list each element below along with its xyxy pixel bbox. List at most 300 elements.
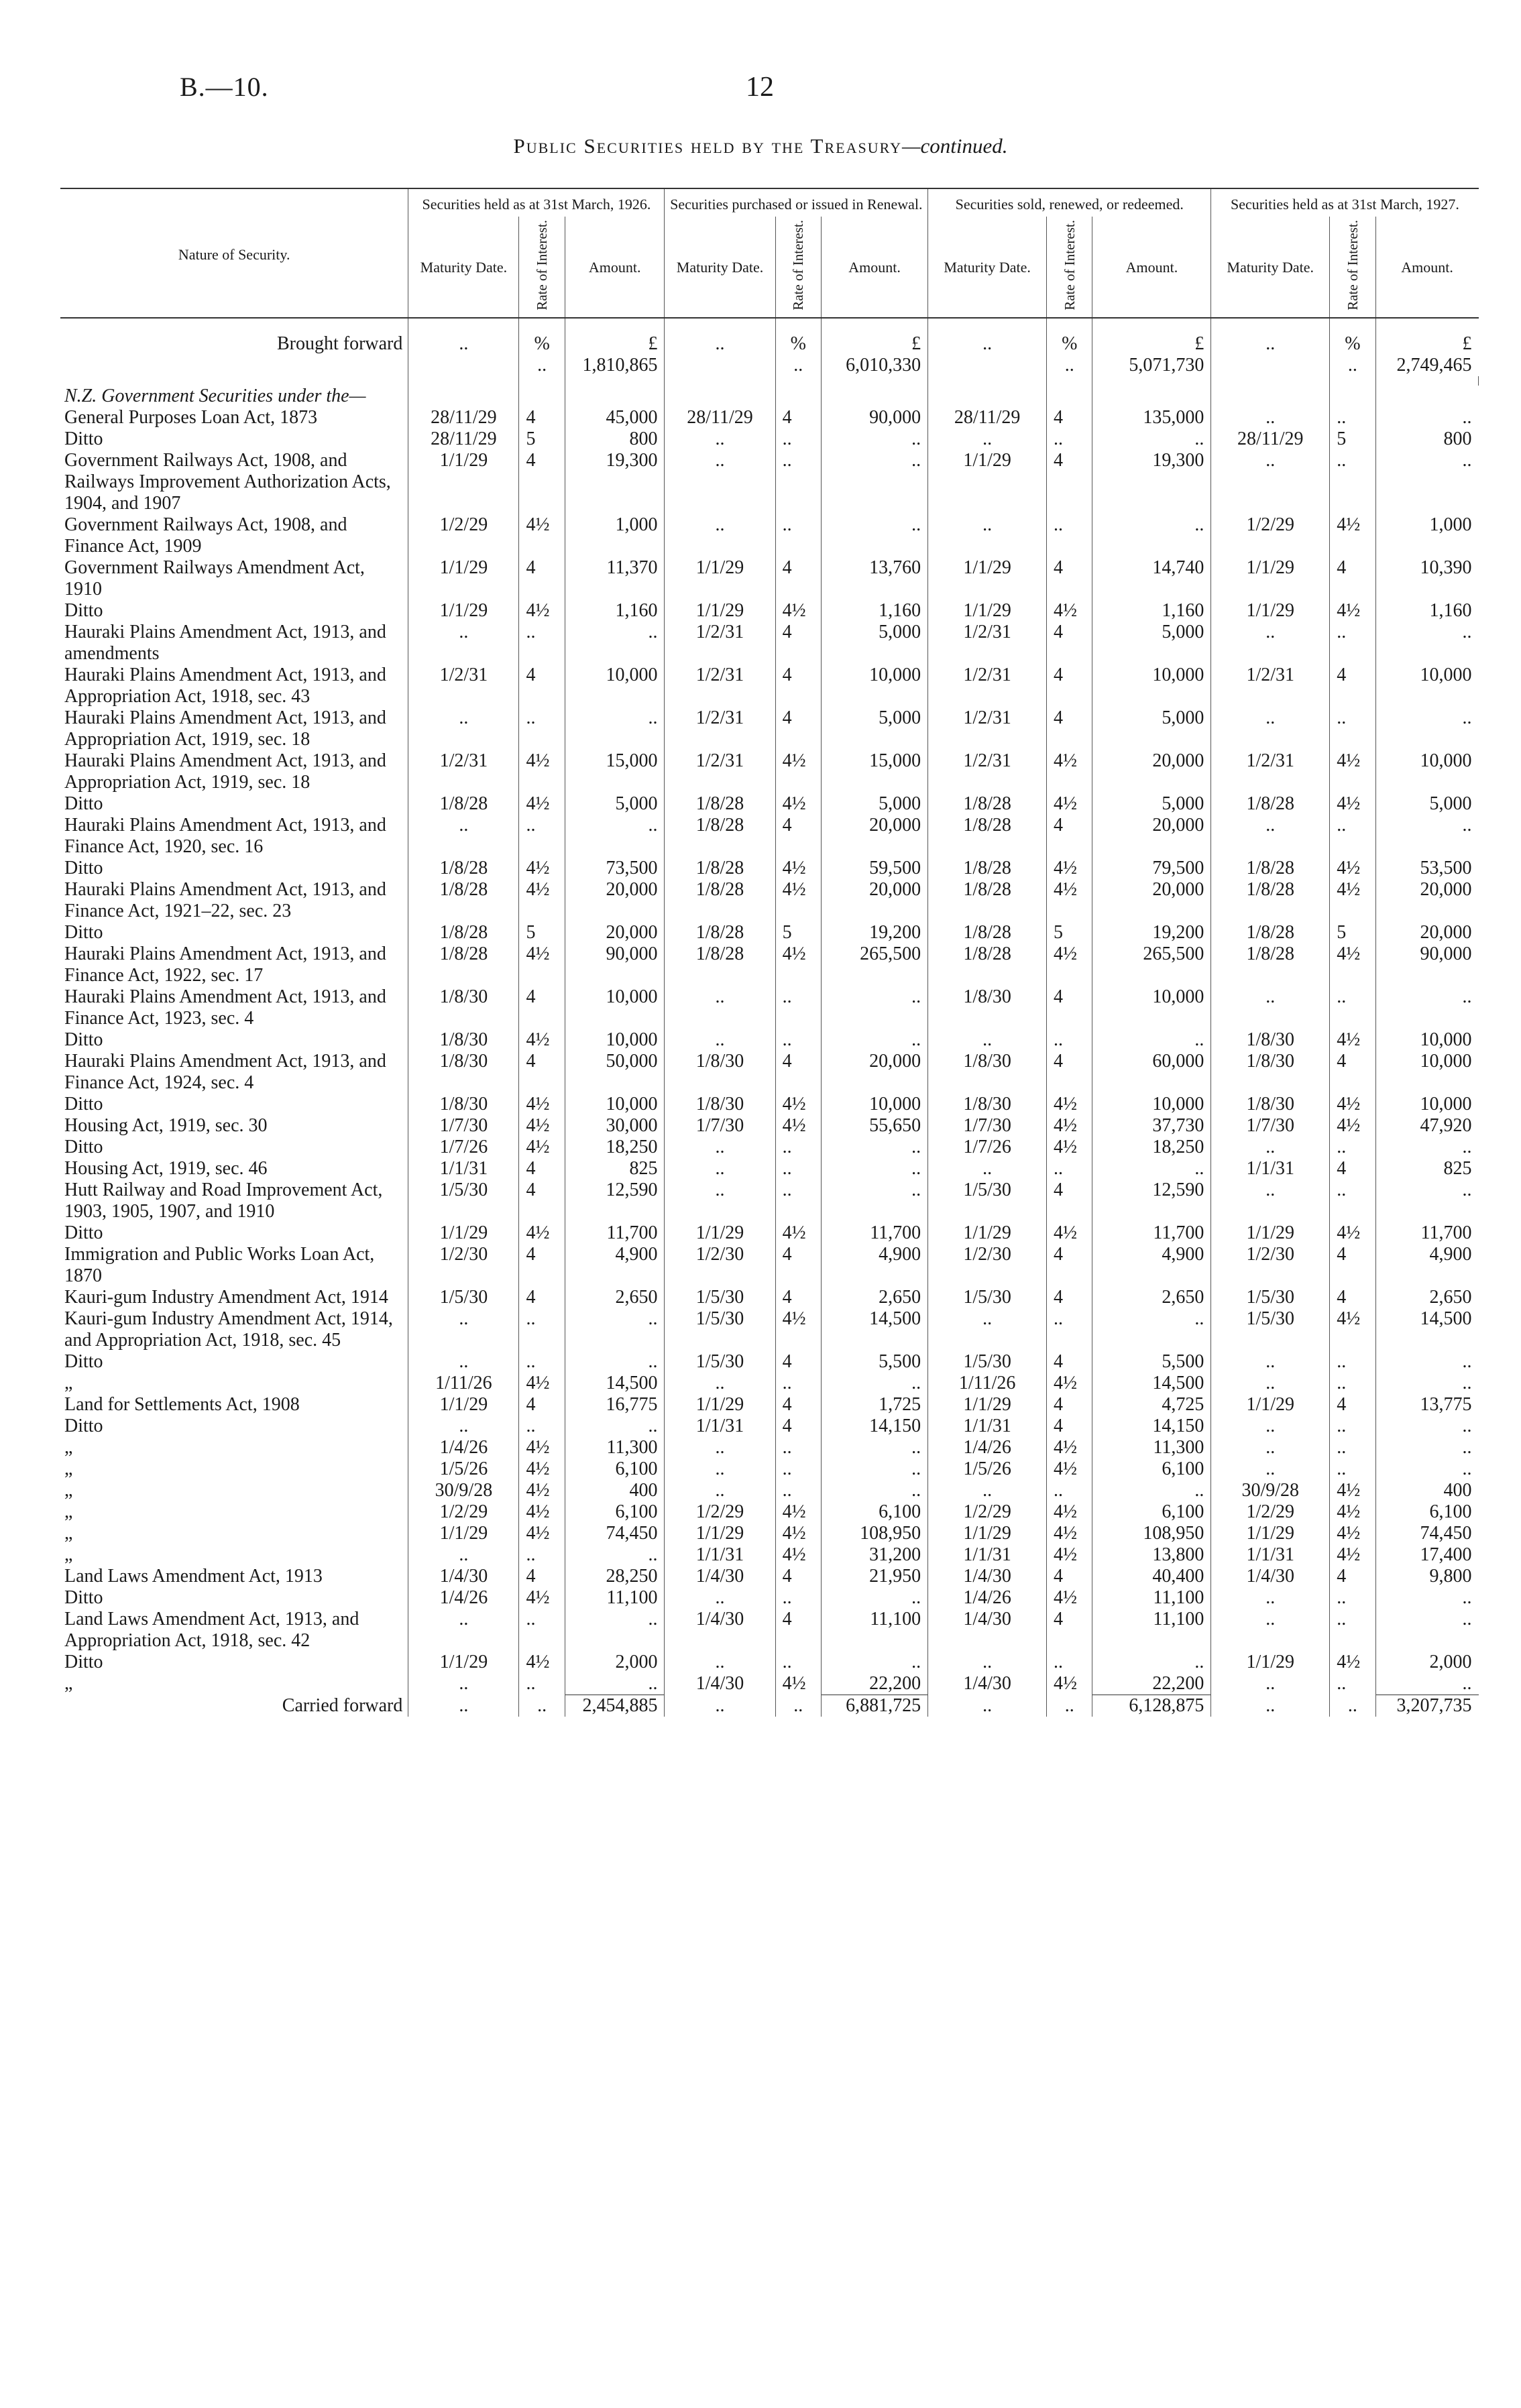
- rate-cell: ..: [1330, 1351, 1375, 1373]
- rate-cell: 4: [519, 1158, 565, 1180]
- security-name: Housing Act, 1919, sec. 46: [60, 1158, 408, 1180]
- spacer-cell: [519, 376, 565, 386]
- amount-cell: [1375, 318, 1478, 376]
- maturity-date-cell: 1/11/26: [435, 1373, 492, 1393]
- rate-cell: 4: [519, 1051, 565, 1094]
- rate-cell: 4: [775, 1416, 821, 1437]
- rate-cell: 4: [775, 1051, 821, 1094]
- brought-forward-amount: 2,749,465: [1396, 355, 1472, 376]
- rate-cell: 4½: [519, 1222, 565, 1244]
- table-row: [60, 1544, 1479, 1566]
- amount-cell: 13,760: [821, 557, 927, 600]
- table-row: [60, 1137, 1479, 1158]
- amount-cell: ..: [565, 1351, 665, 1373]
- table-row: [60, 986, 1479, 1029]
- rate-cell: 4½: [519, 879, 565, 922]
- rate-cell: ..: [775, 428, 821, 450]
- maturity-date-cell: 1/5/30: [1246, 1287, 1295, 1308]
- maturity-date-cell: 1/8/28: [1246, 858, 1295, 878]
- amount-cell: 47,920: [1420, 1115, 1472, 1136]
- rate-cell: ..: [775, 450, 821, 514]
- rate-cell: ..: [1330, 707, 1375, 750]
- amount-cell: ..: [1092, 1652, 1211, 1673]
- rate-cell: 4½: [1330, 943, 1375, 986]
- maturity-date-cell: 1/4/26: [963, 1437, 1011, 1458]
- amount-cell: 11,700: [565, 1222, 665, 1244]
- amount-cell: 73,500: [565, 858, 665, 879]
- rate-cell: 4: [519, 450, 565, 514]
- amount-cell: [1092, 318, 1211, 376]
- rate-cell: 4: [775, 707, 821, 750]
- amount-cell: 5,000: [1092, 793, 1211, 815]
- amount-cell: 5,000: [821, 793, 927, 815]
- rate-cell: 5: [1330, 922, 1375, 943]
- table-row: [60, 1652, 1479, 1673]
- rate-cell: 4: [1330, 1244, 1375, 1287]
- amount-cell: ..: [565, 707, 665, 750]
- amount-cell: 5,000: [1092, 622, 1211, 665]
- amount-cell: 17,400: [1420, 1544, 1472, 1565]
- spacer-cell: [60, 376, 408, 386]
- rate-cell: 4: [519, 986, 565, 1029]
- amount-cell: ..: [821, 1437, 927, 1458]
- table-row: [60, 665, 1479, 707]
- maturity-date-cell: 1/5/30: [963, 1351, 1011, 1372]
- maturity-date-cell: 1/1/29: [1246, 600, 1295, 621]
- percent-unit: %: [534, 333, 550, 354]
- amount-cell: 14,150: [821, 1416, 927, 1437]
- maturity-date-cell: ..: [459, 1416, 469, 1436]
- security-name: „: [60, 1673, 408, 1695]
- maturity-date-cell: 1/2/30: [695, 1244, 744, 1265]
- amount-cell: 5,000: [565, 793, 665, 815]
- rate-cell: 4: [775, 1609, 821, 1652]
- maturity-date-cell: ..: [982, 1652, 993, 1672]
- rate-cell: 4: [775, 1394, 821, 1416]
- amount-cell: 400: [1443, 1480, 1472, 1501]
- dots-cell: ..: [982, 1695, 993, 1716]
- amount-cell: 6,100: [1429, 1501, 1472, 1522]
- amount-cell: 5,500: [821, 1351, 927, 1373]
- maturity-date-cell: 1/2/31: [695, 750, 744, 771]
- amount-cell: 135,000: [1092, 407, 1211, 428]
- rate-cell: ..: [1330, 986, 1375, 1029]
- amount-cell: 4,900: [1429, 1244, 1472, 1265]
- page-number: 12: [746, 72, 774, 103]
- maturity-date-cell: 1/2/31: [1246, 750, 1295, 771]
- security-name: Hauraki Plains Amendment Act, 1913, and Appropriation Act, 1919, sec. 18: [60, 750, 408, 793]
- dots-cell: ..: [982, 333, 993, 354]
- maturity-date-cell: 1/1/29: [439, 450, 488, 471]
- amount-cell: 5,000: [1429, 793, 1472, 814]
- amount-cell: 5,500: [1092, 1351, 1211, 1373]
- security-name: Kauri-gum Industry Amendment Act, 1914, and Appropriation Act, 1918, sec. 45: [60, 1308, 408, 1351]
- amount-cell: 11,370: [565, 557, 665, 600]
- maturity-date-cell: 1/1/29: [695, 1394, 744, 1415]
- spacer-cell: [1330, 376, 1375, 386]
- maturity-date-cell: 1/7/30: [963, 1115, 1011, 1136]
- group-header-held-1927: Securities held as at 31st March, 1927.: [1211, 188, 1479, 217]
- empty-cell: [565, 386, 665, 407]
- percent-unit: %: [1345, 333, 1361, 354]
- maturity-date-cell: ..: [715, 1373, 725, 1393]
- maturity-date-cell: 1/7/26: [963, 1137, 1011, 1157]
- security-name: Ditto: [60, 1351, 408, 1373]
- dots-cell: ..: [1265, 1695, 1276, 1716]
- amount-cell: 10,000: [565, 986, 665, 1029]
- maturity-date-cell: 1/1/29: [695, 1523, 744, 1544]
- group-header-sold: Securities sold, renewed, or redeemed.: [928, 188, 1211, 217]
- amount-cell: 79,500: [1092, 858, 1211, 879]
- table-row: [60, 407, 1479, 428]
- maturity-date-cell: 1/8/28: [1246, 879, 1295, 900]
- maturity-date-cell: 1/2/29: [439, 514, 488, 535]
- table-row: [60, 1115, 1479, 1137]
- amount-cell: 31,200: [821, 1544, 927, 1566]
- security-name: Kauri-gum Industry Amendment Act, 1914: [60, 1287, 408, 1308]
- security-name: Hauraki Plains Amendment Act, 1913, and amendments: [60, 622, 408, 665]
- amount-cell: 10,000: [1092, 986, 1211, 1029]
- maturity-date-cell: 1/8/28: [439, 922, 488, 943]
- maturity-date-cell: ..: [715, 1029, 725, 1050]
- amount-cell: ..: [1462, 622, 1472, 642]
- amount-cell: 10,000: [1420, 750, 1472, 771]
- table-row: [60, 1523, 1479, 1544]
- amount-cell: 825: [1443, 1158, 1472, 1179]
- section-heading-row: [60, 386, 1479, 407]
- rate-cell: 4: [1047, 1351, 1092, 1373]
- amount-header: Amount.: [565, 217, 665, 318]
- maturity-date-cell: 1/8/28: [439, 858, 488, 878]
- amount-cell: ..: [1462, 986, 1472, 1007]
- maturity-date-cell: 1/1/29: [1246, 557, 1295, 578]
- rate-cell: 4½: [1047, 1501, 1092, 1523]
- amount-cell: 6,100: [1092, 1458, 1211, 1480]
- security-name: „: [60, 1458, 408, 1480]
- amount-cell: 11,100: [1092, 1587, 1211, 1609]
- rate-cell: 4: [519, 1244, 565, 1287]
- carried-forward-amount: 6,881,725: [821, 1695, 927, 1717]
- dots-cell: ..: [537, 355, 547, 376]
- amount-cell: ..: [565, 815, 665, 858]
- amount-cell: 45,000: [565, 407, 665, 428]
- rate-cell: 4: [775, 1566, 821, 1587]
- amount-cell: 37,730: [1092, 1115, 1211, 1137]
- amount-cell: 6,100: [821, 1501, 927, 1523]
- security-name: Ditto: [60, 1416, 408, 1437]
- rate-cell: 4½: [1330, 1544, 1375, 1566]
- maturity-date-cell: 1/4/30: [695, 1609, 744, 1629]
- rate-cell: 5: [775, 922, 821, 943]
- amount-cell: 20,000: [821, 815, 927, 858]
- table-row: [60, 600, 1479, 622]
- amount-cell: 74,450: [1420, 1523, 1472, 1544]
- rate-cell: 4: [1330, 557, 1375, 600]
- table-row: [60, 750, 1479, 793]
- rate-cell: 4½: [1330, 1501, 1375, 1523]
- rate-cell: 4½: [1330, 1115, 1375, 1137]
- table-row: [60, 1373, 1479, 1394]
- table-row: [60, 1287, 1479, 1308]
- amount-cell: ..: [565, 1609, 665, 1652]
- security-name: Ditto: [60, 1652, 408, 1673]
- rate-cell: 4: [1047, 1051, 1092, 1094]
- maturity-date-cell: 1/5/30: [963, 1180, 1011, 1200]
- maturity-date-cell: ..: [715, 1458, 725, 1479]
- rate-cell: 4½: [519, 1115, 565, 1137]
- amount-cell: 10,000: [565, 665, 665, 707]
- maturity-date-cell: 1/2/31: [963, 707, 1011, 728]
- rate-cell: ..: [519, 815, 565, 858]
- maturity-date-cell: ..: [715, 450, 725, 471]
- table-row: [60, 450, 1479, 514]
- rate-cell: 4½: [1047, 1094, 1092, 1115]
- rate-cell: 4: [1047, 1566, 1092, 1587]
- maturity-date-cell: ..: [1265, 450, 1276, 471]
- rate-cell: 4: [1047, 622, 1092, 665]
- maturity-date-cell: ..: [459, 1308, 469, 1329]
- rate-cell: 4: [1047, 1244, 1092, 1287]
- maturity-date-cell: 1/8/30: [695, 1094, 744, 1114]
- amount-cell: 60,000: [1092, 1051, 1211, 1094]
- maturity-date-cell: ..: [459, 1673, 469, 1694]
- amount-cell: 20,000: [1420, 879, 1472, 900]
- maturity-date-cell: ..: [459, 1351, 469, 1372]
- maturity-date-header: Maturity Date.: [408, 217, 519, 318]
- maturity-date-cell: 1/8/28: [963, 858, 1011, 878]
- security-name: Hauraki Plains Amendment Act, 1913, and Finance Act, 1921–22, sec. 23: [60, 879, 408, 922]
- maturity-date-header: Maturity Date.: [1211, 217, 1330, 318]
- maturity-date-cell: 1/1/29: [439, 1652, 488, 1672]
- maturity-date-cell: 1/8/28: [1246, 793, 1295, 814]
- table-row: [60, 1587, 1479, 1609]
- rate-cell: 4½: [775, 600, 821, 622]
- table-row: [60, 1416, 1479, 1437]
- maturity-date-cell: 30/9/28: [1241, 1480, 1300, 1501]
- amount-cell: 5,000: [821, 707, 927, 750]
- maturity-date-cell: 1/8/28: [439, 793, 488, 814]
- section-heading: N.Z. Government Securities under the—: [60, 386, 408, 407]
- rate-cell: 5: [519, 428, 565, 450]
- amount-cell: 5,000: [1092, 707, 1211, 750]
- maturity-date-cell: 1/4/30: [695, 1673, 744, 1694]
- security-name: Ditto: [60, 1222, 408, 1244]
- maturity-date-cell: 1/8/30: [1246, 1051, 1295, 1072]
- maturity-date-cell: 1/7/30: [439, 1115, 488, 1136]
- rate-cell: 4½: [775, 879, 821, 922]
- amount-cell: ..: [821, 986, 927, 1029]
- amount-cell: ..: [1092, 428, 1211, 450]
- security-name: Ditto: [60, 600, 408, 622]
- amount-cell: ..: [1462, 815, 1472, 836]
- amount-cell: ..: [565, 622, 665, 665]
- amount-cell: 265,500: [821, 943, 927, 986]
- amount-cell: 14,500: [821, 1308, 927, 1351]
- rate-cell: [519, 318, 565, 376]
- amount-cell: ..: [1462, 1373, 1472, 1393]
- security-name: Ditto: [60, 858, 408, 879]
- amount-cell: 10,000: [1420, 1094, 1472, 1114]
- rate-cell: 4½: [519, 1523, 565, 1544]
- amount-cell: 10,000: [1092, 665, 1211, 707]
- security-name: „: [60, 1523, 408, 1544]
- maturity-date-cell: 1/1/29: [439, 1523, 488, 1544]
- rate-cell: 4: [519, 1566, 565, 1587]
- amount-cell: 11,300: [1092, 1437, 1211, 1458]
- rate-cell: 5: [1330, 428, 1375, 450]
- rate-cell: ..: [1330, 1373, 1375, 1394]
- maturity-date-cell: 1/5/30: [695, 1308, 744, 1329]
- rate-cell: 4½: [1330, 600, 1375, 622]
- amount-cell: 2,000: [565, 1652, 665, 1673]
- maturity-date-cell: 1/8/28: [963, 943, 1011, 964]
- carried-forward-amount: 2,454,885: [565, 1695, 665, 1717]
- maturity-date-cell: 1/1/29: [439, 600, 488, 621]
- maturity-date-cell: 1/5/26: [439, 1458, 488, 1479]
- rate-cell: 4½: [1330, 858, 1375, 879]
- rate-cell: ..: [1047, 1158, 1092, 1180]
- amount-cell: 10,000: [565, 1029, 665, 1051]
- maturity-date-cell: ..: [459, 622, 469, 642]
- security-name: Government Railways Act, 1908, and Finance Act, 1909: [60, 514, 408, 557]
- maturity-date-cell: 1/2/29: [1246, 514, 1295, 535]
- maturity-date-cell: 1/1/29: [439, 1394, 488, 1415]
- rate-cell: 4½: [519, 1029, 565, 1051]
- dots-cell: ..: [715, 1695, 725, 1716]
- maturity-date-cell: 1/1/31: [1246, 1544, 1295, 1565]
- maturity-date-cell: 1/8/28: [963, 815, 1011, 836]
- spacer-cell: [1047, 376, 1092, 386]
- carried-forward-label: Carried forward: [60, 1695, 408, 1717]
- rate-cell: ..: [519, 707, 565, 750]
- rate-cell: 4½: [1047, 1673, 1092, 1695]
- document-reference: B.—10.: [180, 72, 269, 102]
- rate-cell: 4½: [1047, 1115, 1092, 1137]
- rate-cell: ..: [1047, 1029, 1092, 1051]
- title-suffix: —continued.: [901, 134, 1008, 158]
- spacer-cell: [821, 376, 927, 386]
- rate-cell: ..: [775, 1652, 821, 1673]
- security-name: „: [60, 1501, 408, 1523]
- maturity-date-cell: 1/1/31: [963, 1544, 1011, 1565]
- amount-cell: 90,000: [565, 943, 665, 986]
- amount-cell: ..: [821, 450, 927, 514]
- amount-cell: 50,000: [565, 1051, 665, 1094]
- rate-cell: 5: [519, 922, 565, 943]
- maturity-date-cell: 1/5/30: [963, 1287, 1011, 1308]
- amount-cell: 10,000: [1420, 1029, 1472, 1050]
- amount-cell: 20,000: [1092, 879, 1211, 922]
- rate-cell: 4½: [775, 1523, 821, 1544]
- rate-cell: 4½: [1330, 1652, 1375, 1673]
- maturity-date-cell: 1/2/31: [963, 622, 1011, 642]
- maturity-date-cell: 1/7/26: [439, 1137, 488, 1157]
- table-row: [60, 922, 1479, 943]
- rate-cell: 4: [1047, 450, 1092, 514]
- empty-cell: [775, 386, 821, 407]
- amount-cell: 10,000: [565, 1094, 665, 1115]
- maturity-date-cell: ..: [1265, 1609, 1276, 1629]
- spacer-cell: [665, 376, 775, 386]
- rate-cell: 4: [1047, 815, 1092, 858]
- brought-forward-amount: 6,010,330: [846, 355, 921, 376]
- maturity-date-cell: 1/1/31: [963, 1416, 1011, 1436]
- maturity-date-cell: ..: [1265, 622, 1276, 642]
- maturity-date-cell: 1/1/29: [695, 600, 744, 621]
- maturity-date-cell: 1/1/31: [1246, 1158, 1295, 1179]
- spacer-row: [60, 376, 1479, 386]
- rate-cell: 4½: [775, 1308, 821, 1351]
- maturity-date-cell: 1/5/30: [695, 1287, 744, 1308]
- rate-cell: 4½: [519, 1587, 565, 1609]
- rate-cell: 4½: [1047, 600, 1092, 622]
- rate-cell: 4½: [1047, 858, 1092, 879]
- rate-cell: 4: [519, 557, 565, 600]
- rate-cell: ..: [1330, 1673, 1375, 1695]
- amount-cell: ..: [1462, 1673, 1472, 1694]
- brought-forward-label: Brought forward: [60, 318, 408, 376]
- amount-cell: 74,450: [565, 1523, 665, 1544]
- rate-cell: 4½: [775, 750, 821, 793]
- dots-cell: ..: [519, 1695, 565, 1717]
- amount-cell: ..: [821, 1158, 927, 1180]
- maturity-date-cell: 1/2/29: [695, 1501, 744, 1522]
- table-row: [60, 1566, 1479, 1587]
- maturity-date-cell: 1/8/30: [695, 1051, 744, 1072]
- security-name: Immigration and Public Works Loan Act, 1870: [60, 1244, 408, 1287]
- pound-unit: £: [1194, 333, 1204, 354]
- rate-cell: 4½: [1047, 1437, 1092, 1458]
- security-name: Land for Settlements Act, 1908: [60, 1394, 408, 1416]
- amount-cell: ..: [821, 1029, 927, 1051]
- maturity-date-cell: 1/8/28: [1246, 943, 1295, 964]
- empty-cell: [1375, 386, 1478, 407]
- amount-cell: 11,100: [821, 1609, 927, 1652]
- maturity-date-cell: ..: [459, 1609, 469, 1629]
- rate-cell: ..: [775, 1458, 821, 1480]
- security-name: Land Laws Amendment Act, 1913, and Appropriation Act, 1918, sec. 42: [60, 1609, 408, 1652]
- security-name: Ditto: [60, 1029, 408, 1051]
- maturity-date-cell: ..: [715, 514, 725, 535]
- table-row: [60, 1480, 1479, 1501]
- maturity-date-cell: 1/4/26: [439, 1437, 488, 1458]
- amount-cell: ..: [1462, 1437, 1472, 1458]
- amount-cell: 265,500: [1092, 943, 1211, 986]
- rate-cell: 4: [1330, 1566, 1375, 1587]
- amount-cell: 30,000: [565, 1115, 665, 1137]
- rate-cell: 4½: [1330, 750, 1375, 793]
- rate-of-interest-label: Rate of Interest.: [534, 220, 551, 310]
- rate-cell: ..: [1330, 1458, 1375, 1480]
- rate-cell: 4: [775, 1244, 821, 1287]
- maturity-date-cell: 1/1/29: [963, 1394, 1011, 1415]
- rate-cell: ..: [519, 1351, 565, 1373]
- empty-cell: [665, 386, 775, 407]
- securities-table: [60, 188, 1479, 1717]
- rate-cell: ..: [1330, 1587, 1375, 1609]
- amount-cell: 19,300: [565, 450, 665, 514]
- amount-cell: 800: [565, 428, 665, 450]
- amount-cell: ..: [1462, 1137, 1472, 1157]
- amount-cell: [821, 318, 927, 376]
- rate-of-interest-header: [775, 217, 821, 318]
- maturity-date-cell: 1/2/31: [963, 665, 1011, 685]
- amount-header: Amount.: [821, 217, 927, 318]
- title-text: Public Securities held by the Treasury: [513, 134, 902, 158]
- amount-cell: ..: [1092, 1308, 1211, 1351]
- amount-cell: ..: [1462, 1180, 1472, 1200]
- maturity-date-cell: 1/1/29: [963, 450, 1011, 471]
